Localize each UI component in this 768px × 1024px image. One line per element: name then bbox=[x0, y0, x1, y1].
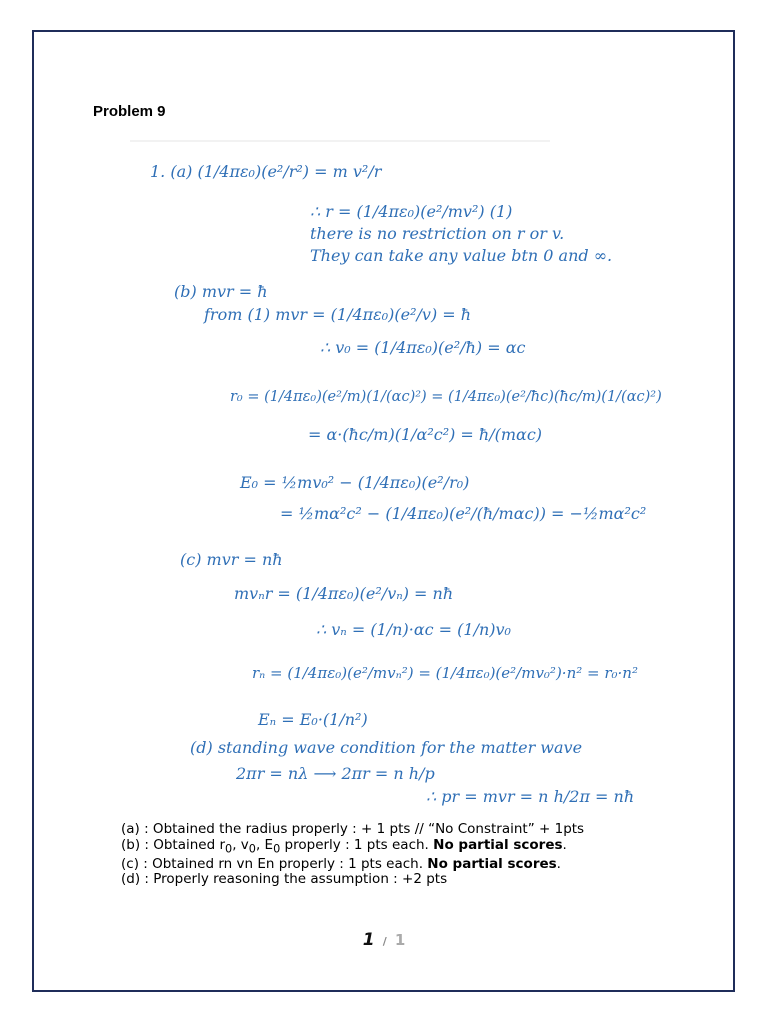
rubric-a: (a) : Obtained the radius properly : + 1 pts // “No Constraint” + 1pts bbox=[121, 821, 585, 837]
rubric-c-end: . bbox=[556, 855, 561, 872]
handwritten-solution bbox=[110, 135, 670, 807]
hw-a2: ∴ r = (1/4πε₀)(e²/mv²) (1) bbox=[310, 202, 513, 221]
grading-rubric bbox=[121, 822, 584, 888]
hw-d2: 2πr = nλ ⟶ 2πr = n h/p bbox=[236, 764, 435, 783]
rubric-b-end: . bbox=[562, 836, 567, 853]
hw-b1: (b) mvr = ħ bbox=[174, 282, 268, 301]
hw-b5: = α·(ħc/m)(1/α²c²) = ħ/(mαc) bbox=[308, 425, 543, 444]
rubric-b-bold: No partial scores bbox=[433, 836, 563, 853]
rubric-c-bold: No partial scores bbox=[427, 855, 557, 872]
rubric-b bbox=[121, 838, 584, 857]
page-separator: / bbox=[382, 935, 387, 948]
rubric-d: (d) : Properly reasoning the assumption : +2 pts bbox=[121, 871, 448, 888]
rubric-c bbox=[121, 857, 584, 873]
hw-a1: 1. (a) (1/4πε₀)(e²/r²) = m v²/r bbox=[150, 162, 382, 181]
hw-b3: ∴ v₀ = (1/4πε₀)(e²/ħ) = αc bbox=[320, 338, 526, 357]
total-pages: 1 bbox=[394, 931, 406, 949]
hw-b4: r₀ = (1/4πε₀)(e²/m)(1/(αc)²) = (1/4πε₀)(e²/ħc)(ħc/m)(1/(αc)²) bbox=[230, 389, 662, 405]
rubric-c-text: (c) : Obtained rn vn En properly : 1 pts each. bbox=[121, 855, 428, 872]
rubric-b-sub: 0 bbox=[225, 842, 233, 856]
hw-a3: there is no restriction on r or v. bbox=[310, 224, 565, 243]
hw-b2: from (1) mvr = (1/4πε₀)(e²/v) = ħ bbox=[204, 305, 472, 324]
hw-b6: E₀ = ½mv₀² − (1/4πε₀)(e²/r₀) bbox=[240, 473, 470, 492]
hw-b7: = ½mα²c² − (1/4πε₀)(e²/(ħ/mαc)) = −½mα²c² bbox=[280, 504, 647, 523]
hw-c4: rₙ = (1/4πε₀)(e²/mvₙ²) = (1/4πε₀)(e²/mv₀²)·n² = r₀·n² bbox=[252, 664, 638, 682]
hw-c1: (c) mvr = nħ bbox=[180, 550, 283, 569]
current-page: 1 bbox=[362, 930, 375, 950]
rubric-b-text: , v bbox=[232, 836, 249, 853]
rubric-b-sub: 0 bbox=[248, 842, 256, 856]
hw-d1: (d) standing wave condition for the matter wave bbox=[190, 738, 583, 757]
problem-title: Problem 9 bbox=[93, 103, 166, 120]
rubric-b-sub: 0 bbox=[273, 842, 281, 856]
hw-c5: Eₙ = E₀·(1/n²) bbox=[258, 710, 368, 729]
hw-c3: ∴ vₙ = (1/n)·αc = (1/n)v₀ bbox=[316, 620, 511, 639]
hw-c2: mvₙr = (1/4πε₀)(e²/vₙ) = nħ bbox=[234, 584, 454, 603]
page-indicator bbox=[0, 930, 768, 950]
hw-a4: They can take any value btn 0 and ∞. bbox=[310, 246, 613, 265]
rubric-b-text: (b) : Obtained r bbox=[121, 836, 226, 853]
rubric-b-text: , E bbox=[255, 836, 274, 853]
rubric-b-text: properly : 1 pts each. bbox=[280, 836, 434, 853]
hw-d3: ∴ pr = mvr = n h/2π = nħ bbox=[426, 787, 635, 806]
